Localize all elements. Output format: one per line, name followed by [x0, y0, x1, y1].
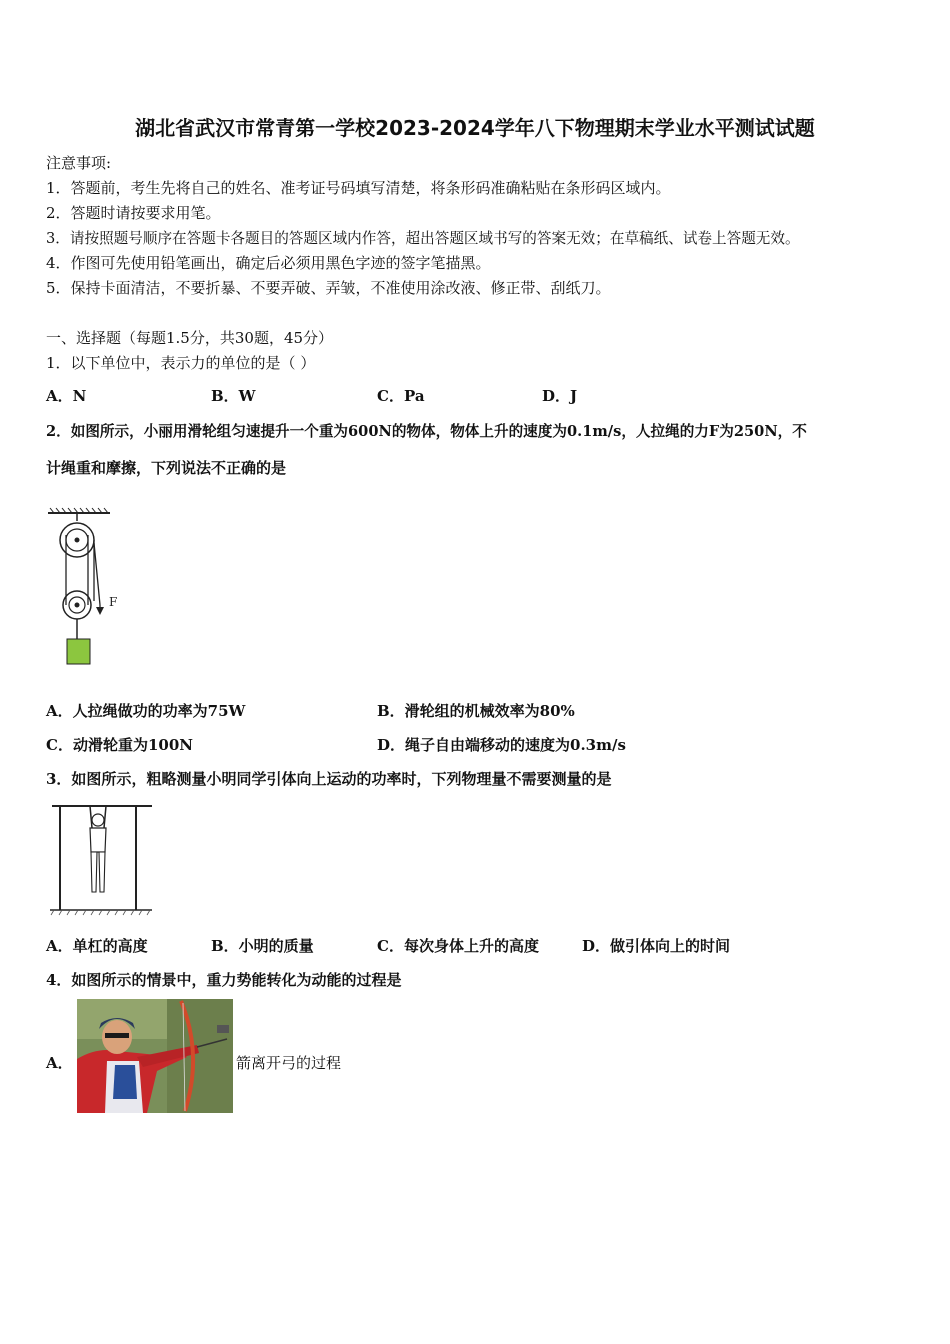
q2-stem-line2: 计绳重和摩擦，下列说法不正确的是 [46, 459, 287, 477]
q2-stem-line1: 2．如图所示，小丽用滑轮组匀速提升一个重为600N的物体，物体上升的速度为0.1m/s，人拉绳的力F为250N，不 [46, 423, 807, 440]
q1-option-b: B．W [211, 387, 256, 405]
q1-option-d: D．J [542, 387, 578, 405]
section-heading: 一、选择题（每题1.5分，共30题，45分） [46, 329, 334, 347]
q2-option-b: B．滑轮组的机械效率为80% [377, 702, 575, 720]
q2-option-d: D．绳子自由端移动的速度为0.3m/s [377, 736, 626, 754]
q4-option-a-text: 箭离开弓的过程 [236, 1054, 342, 1072]
force-label: F [109, 595, 118, 609]
q4-stem: 4．如图所示的情景中，重力势能转化为动能的过程是 [46, 971, 402, 989]
q2-option-c: C．动滑轮重为100N [46, 736, 193, 754]
note-item-1: 1．答题前，考生先将自己的姓名、准考证号码填写清楚，将条形码准确粘贴在条形码区域内。 [46, 179, 671, 197]
pulley-diagram [40, 505, 130, 670]
notes-heading: 注意事项: [46, 154, 112, 172]
q1-option-c: C．Pa [377, 387, 425, 405]
note-item-4: 4．作图可先使用铅笔画出，确定后必须用黑色字迹的签字笔描黑。 [46, 254, 491, 272]
q4-option-a-prefix: A． [46, 1054, 73, 1072]
q3-option-a: A．单杠的高度 [46, 937, 148, 955]
q2-option-a: A．人拉绳做功的功率为75W [46, 702, 246, 720]
note-item-5: 5．保持卡面清洁，不要折暴、不要弄破、弄皱，不准使用涂改液、修正带、刮纸刀。 [46, 279, 611, 297]
q1-stem: 1．以下单位中，表示力的单位的是（ ） [46, 354, 316, 372]
note-item-3: 3．请按照题号顺序在答题卡各题目的答题区域内作答，超出答题区域书写的答案无效；在草稿纸、试卷上答题无效。 [46, 230, 800, 247]
pullup-diagram [48, 800, 156, 918]
note-item-2: 2．答题时请按要求用笔。 [46, 204, 221, 222]
q3-stem: 3．如图所示，粗略测量小明同学引体向上运动的功率时，下列物理量不需要测量的是 [46, 770, 612, 788]
page-title: 湖北省武汉市常青第一学校2023-2024学年八下物理期末学业水平测试试题 [135, 116, 815, 140]
q1-option-a: A．N [46, 387, 87, 405]
q3-option-d: D．做引体向上的时间 [582, 937, 731, 955]
archer-photo [77, 999, 233, 1113]
q3-option-c: C．每次身体上升的高度 [377, 937, 539, 955]
q3-option-b: B．小明的质量 [211, 937, 314, 955]
